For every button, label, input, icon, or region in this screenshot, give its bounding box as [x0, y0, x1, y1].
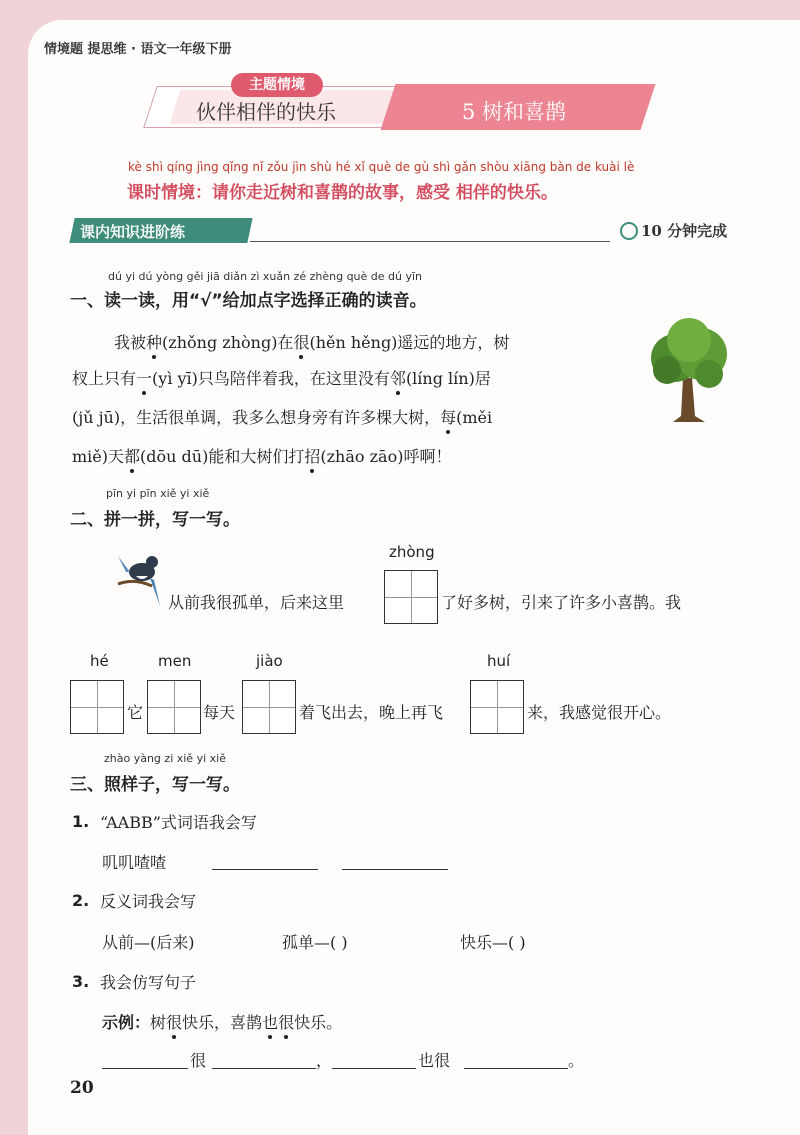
- writing-box-jiao[interactable]: [242, 680, 296, 734]
- dotted-char: 也: [262, 1010, 278, 1033]
- q2-text-1: 从前我很孤单，后来这里: [168, 593, 345, 612]
- antonym-example: 从前—(后来): [102, 933, 195, 952]
- q3-s2-number: 2.: [72, 891, 90, 910]
- answer-line[interactable]: [212, 1068, 316, 1069]
- magpie-illustration: [112, 550, 174, 610]
- q3-title: 三、照样子，写一写。: [70, 775, 240, 795]
- answer-line[interactable]: [212, 869, 318, 870]
- q3-s1-example: 叽叽喳喳: [102, 853, 167, 872]
- q2-title: 二、拼一拼，写一写。: [70, 510, 240, 530]
- text: 快乐，喜鹊: [182, 1013, 263, 1032]
- text: (jǔ jū)，生活很单调，我多么想身旁有许多棵大树，: [72, 408, 441, 427]
- pinyin-jiao: jiào: [256, 652, 283, 670]
- writing-box-men[interactable]: [147, 680, 201, 734]
- fill-text-comma: ，: [316, 1051, 333, 1070]
- fill-text-hen: 很: [190, 1051, 207, 1070]
- dotted-char: 都: [124, 444, 140, 467]
- text: 杈上只有: [72, 369, 137, 388]
- q3-s3-example: [102, 1010, 342, 1033]
- text: 我被: [114, 333, 147, 352]
- page-number: 20: [70, 1078, 94, 1098]
- q2-text-2: 了好多树，引来了许多小喜鹊。我: [441, 593, 682, 612]
- writing-box-he[interactable]: [70, 680, 124, 734]
- q2-text-5: 着飞出去，晚上再飞: [299, 703, 444, 722]
- section-title: 课内知识进阶练: [80, 223, 186, 241]
- q1-line-3: [72, 405, 492, 428]
- q3-s1-number: 1.: [72, 812, 90, 831]
- fill-text-yehen: 也很: [418, 1051, 451, 1070]
- dotted-char: 很: [166, 1010, 182, 1033]
- antonym-blank-2[interactable]: 快乐—( ): [460, 933, 526, 952]
- pinyin-men: men: [158, 652, 192, 670]
- fill-text-period: 。: [568, 1051, 585, 1070]
- dotted-char: 每: [440, 405, 456, 428]
- dotted-char: 很: [293, 330, 309, 353]
- answer-line[interactable]: [342, 869, 448, 870]
- q2-text-6: 来，我感觉很开心。: [527, 703, 672, 722]
- q1-line-4: [72, 444, 451, 467]
- theme-badge: 主题情境: [231, 73, 323, 97]
- text: (hěn hěng)遥远的地方，树: [309, 333, 510, 352]
- answer-line[interactable]: [102, 1068, 188, 1069]
- q1-title: 一、读一读，用“√”给加点字选择正确的读音。: [70, 291, 427, 311]
- answer-line[interactable]: [464, 1068, 568, 1069]
- dotted-char: 一: [136, 366, 152, 389]
- text: (líng lín)居: [405, 369, 491, 388]
- dotted-char: 种: [146, 330, 162, 353]
- context-text: 课时情境：请你走近树和喜鹊的故事，感受 相伴的快乐。: [127, 183, 558, 203]
- q2-text-4: 每天: [203, 703, 236, 722]
- section-divider: [250, 241, 610, 242]
- text: (zhǒng zhòng)在: [162, 333, 294, 352]
- q2-pinyin: pīn yi pīn xiě yi xiě: [106, 487, 210, 500]
- dotted-char: 邻: [390, 366, 406, 389]
- pinyin-hui: huí: [487, 652, 511, 670]
- q3-s1-title: “AABB”式词语我会写: [100, 813, 257, 832]
- dotted-char: 招: [304, 444, 320, 467]
- text: 快乐。: [294, 1013, 343, 1032]
- dotted-char: 很: [278, 1010, 294, 1033]
- text: (zhāo zāo)呼啊！: [320, 447, 452, 466]
- text: miě)天: [72, 447, 125, 466]
- alarm-clock-icon: [620, 222, 638, 240]
- text: (měi: [456, 408, 493, 427]
- q3-s2-title: 反义词我会写: [100, 892, 197, 911]
- writing-box-hui[interactable]: [470, 680, 524, 734]
- theme-title: 伙伴相伴的快乐: [196, 100, 336, 124]
- q3-s3-number: 3.: [72, 972, 90, 991]
- lesson-title: 5 树和喜鹊: [462, 100, 567, 124]
- tree-illustration: [645, 318, 731, 424]
- answer-line[interactable]: [332, 1068, 416, 1069]
- q2-text-3: 它: [127, 703, 144, 722]
- text: (yì yī)只鸟陪伴着我，在这里没有: [152, 369, 390, 388]
- timer-label: 10 分钟完成: [641, 222, 728, 240]
- q1-line-2: [72, 366, 491, 389]
- antonym-blank-1[interactable]: 孤单—( ): [282, 933, 348, 952]
- text: 树: [150, 1013, 167, 1032]
- q1-pinyin: dú yi dú yòng gěi jiā diǎn zì xuǎn zé zhèng què de dú yīn: [108, 270, 423, 283]
- pinyin-zhong: zhòng: [389, 543, 435, 561]
- context-pinyin: kè shì qíng jìng qǐng nǐ zǒu jìn shù hé xǐ què de gù shì gǎn shòu xiāng bàn de kuài lè: [128, 160, 635, 174]
- pinyin-he: hé: [90, 652, 109, 670]
- series-title: 情境题 提思维 · 语文一年级下册: [44, 42, 232, 57]
- writing-box-zhong[interactable]: [384, 570, 438, 624]
- example-label: 示例：: [102, 1013, 151, 1032]
- text: (dōu dū)能和大树们打: [140, 447, 305, 466]
- q3-pinyin: zhào yàng zi xiě yi xiě: [104, 752, 226, 765]
- q3-s3-title: 我会仿写句子: [100, 973, 197, 992]
- q1-line-1: [114, 330, 509, 353]
